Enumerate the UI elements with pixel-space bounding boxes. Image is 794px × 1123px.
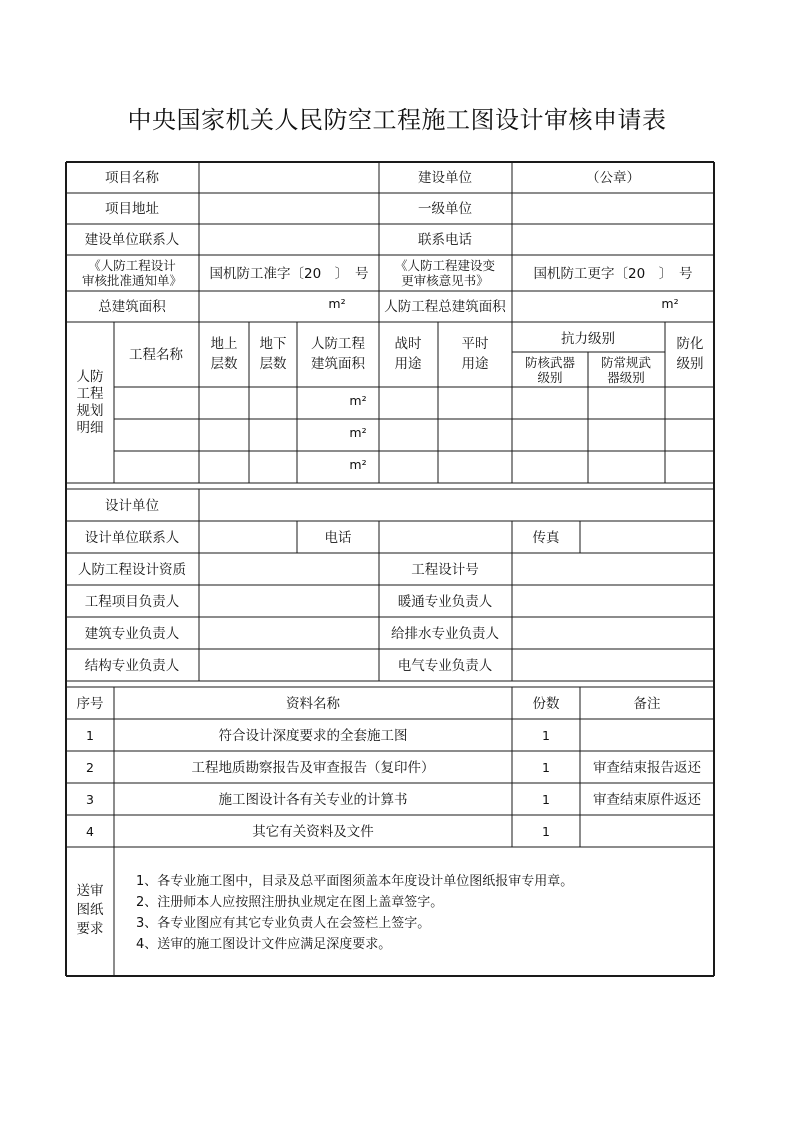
requirements-label-line: 要求 bbox=[76, 921, 104, 937]
label-total-area: 总建筑面积 bbox=[98, 299, 166, 315]
label-total-cd-area: 人防工程总建筑面积 bbox=[384, 299, 506, 315]
label-structure-lead: 结构专业负责人 bbox=[84, 658, 180, 674]
header-chemical-level: 级别 bbox=[676, 356, 704, 372]
label-phone: 电话 bbox=[324, 530, 352, 546]
label-fax: 传真 bbox=[532, 530, 560, 546]
label-electrical-lead: 电气专业负责人 bbox=[397, 658, 493, 674]
header-cd-area: 建筑面积 bbox=[311, 356, 365, 372]
row-copies: 1 bbox=[542, 824, 550, 839]
header-nuclear-level: 防核武器 bbox=[524, 355, 576, 370]
approval-number: 国机防工准字〔20 〕 号 bbox=[209, 266, 369, 282]
header-material-name: 资料名称 bbox=[286, 696, 340, 712]
header-conventional-level: 防常规武 bbox=[600, 355, 652, 370]
label-change-opinion-line2: 更审核意见书》 bbox=[401, 273, 489, 288]
unit-m2: m² bbox=[349, 457, 367, 472]
unit-m2: m² bbox=[328, 296, 346, 311]
label-primary-unit: 一级单位 bbox=[418, 201, 472, 217]
row-no: 1 bbox=[86, 728, 94, 743]
label-project-address: 项目地址 bbox=[105, 201, 159, 217]
label-seal: （公章） bbox=[586, 170, 640, 186]
row-material-name: 其它有关资料及文件 bbox=[252, 824, 374, 840]
label-project-lead: 工程项目负责人 bbox=[84, 594, 180, 610]
submission-materials-section bbox=[77, 695, 702, 952]
label-approval-notice-line1: 《人防工程设计 bbox=[88, 258, 176, 273]
label-project-name: 项目名称 bbox=[105, 170, 159, 186]
side-label-line: 人防 bbox=[76, 369, 104, 385]
row-copies: 1 bbox=[542, 792, 550, 807]
header-remark: 备注 bbox=[633, 696, 661, 712]
requirement-item: 2、注册师本人应按照注册执业规定在图上盖章签字。 bbox=[136, 895, 444, 910]
header-copies: 份数 bbox=[532, 696, 560, 712]
row-no: 3 bbox=[86, 792, 94, 807]
header-wartime-use: 用途 bbox=[394, 356, 422, 372]
form-title: 中央国家机关人民防空工程施工图设计审核申请表 bbox=[127, 106, 667, 134]
label-plumbing-lead: 给排水专业负责人 bbox=[391, 626, 499, 642]
header-serial-no: 序号 bbox=[76, 696, 104, 712]
label-unit-contact: 建设单位联系人 bbox=[84, 232, 180, 248]
header-peacetime-use: 用途 bbox=[461, 356, 489, 372]
row-no: 4 bbox=[86, 824, 94, 839]
label-design-number: 工程设计号 bbox=[411, 562, 479, 578]
unit-m2: m² bbox=[661, 296, 679, 311]
requirements-label-line: 送审 bbox=[76, 883, 104, 899]
row-material-name: 符合设计深度要求的全套施工图 bbox=[218, 728, 408, 744]
requirement-item: 4、送审的施工图设计文件应满足深度要求。 bbox=[136, 937, 392, 952]
label-design-unit: 设计单位 bbox=[105, 498, 159, 514]
label-design-contact: 设计单位联系人 bbox=[84, 530, 180, 546]
row-copies: 1 bbox=[542, 728, 550, 743]
unit-m2: m² bbox=[349, 425, 367, 440]
row-copies: 1 bbox=[542, 760, 550, 775]
label-design-qualification: 人防工程设计资质 bbox=[78, 562, 186, 578]
project-info-section bbox=[82, 169, 692, 315]
header-below-floors: 层数 bbox=[259, 356, 287, 372]
label-change-opinion-line1: 《人防工程建设变 bbox=[394, 258, 496, 273]
header-wartime-use: 战时 bbox=[394, 336, 422, 352]
row-remark: 审查结束报告返还 bbox=[593, 760, 701, 776]
row-remark: 审查结束原件返还 bbox=[593, 792, 701, 808]
row-material-name: 施工图设计各有关专业的计算书 bbox=[218, 792, 408, 808]
header-conventional-level: 器级别 bbox=[607, 370, 645, 385]
requirement-item: 1、各专业施工图中，目录及总平面图须盖本年度设计单位图纸报审专用章。 bbox=[136, 874, 574, 889]
change-number: 国机防工更字〔20 〕 号 bbox=[533, 266, 693, 282]
header-chemical-level: 防化 bbox=[676, 336, 704, 352]
header-peacetime-use: 平时 bbox=[461, 336, 489, 352]
unit-m2: m² bbox=[349, 393, 367, 408]
label-construction-unit: 建设单位 bbox=[418, 170, 472, 186]
label-approval-notice-line2: 审核批准通知单》 bbox=[81, 273, 183, 288]
header-below-floors: 地下 bbox=[259, 336, 287, 352]
header-above-floors: 层数 bbox=[210, 356, 238, 372]
requirements-label-line: 图纸 bbox=[76, 902, 104, 918]
row-no: 2 bbox=[86, 760, 94, 775]
header-project-name: 工程名称 bbox=[129, 347, 183, 363]
side-label-line: 工程 bbox=[76, 386, 104, 402]
header-nuclear-level: 级别 bbox=[537, 370, 563, 385]
header-cd-area: 人防工程 bbox=[311, 336, 365, 352]
label-architecture-lead: 建筑专业负责人 bbox=[84, 626, 180, 642]
side-label-line: 规划 bbox=[76, 403, 104, 419]
header-resistance-level: 抗力级别 bbox=[561, 331, 615, 347]
label-contact-phone: 联系电话 bbox=[418, 232, 472, 248]
requirement-item: 3、各专业图应有其它专业负责人在会签栏上签字。 bbox=[136, 916, 431, 931]
header-above-floors: 地上 bbox=[210, 336, 238, 352]
label-hvac-lead: 暖通专业负责人 bbox=[397, 594, 493, 610]
side-label-line: 明细 bbox=[76, 420, 104, 436]
row-material-name: 工程地质勘察报告及审查报告（复印件） bbox=[191, 760, 435, 776]
